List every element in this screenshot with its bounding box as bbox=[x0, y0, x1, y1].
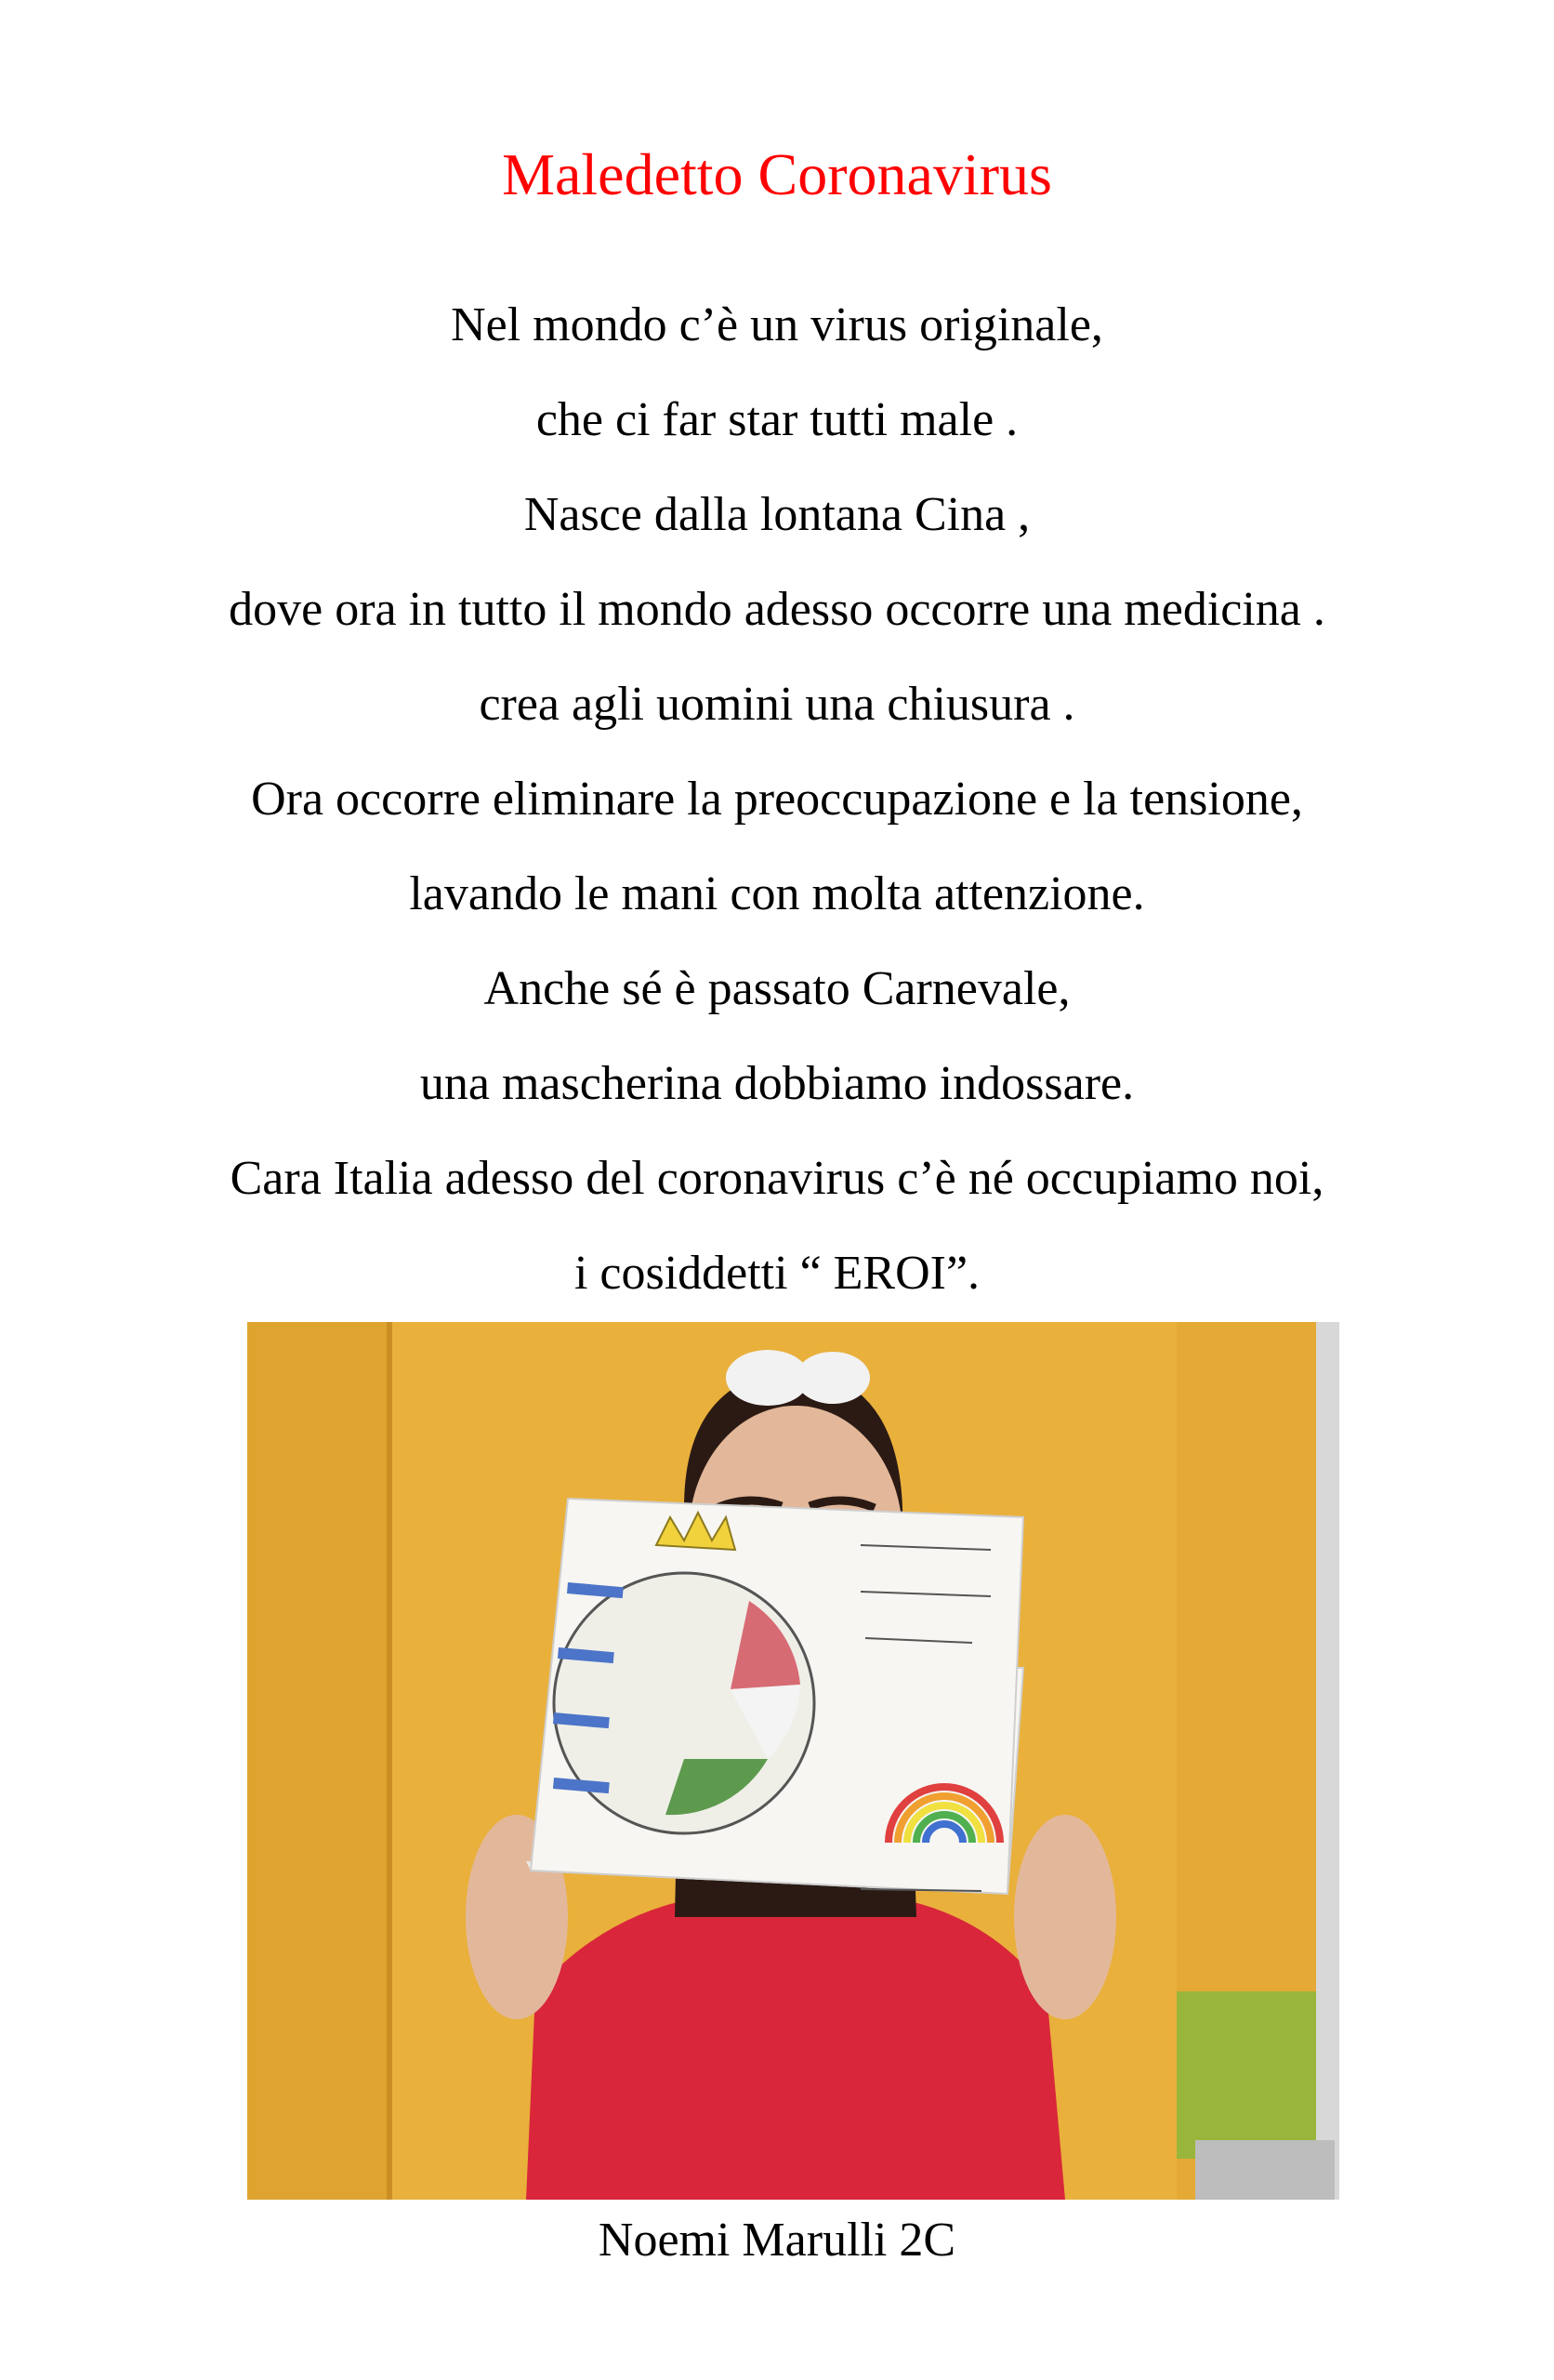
poem-body bbox=[0, 284, 1554, 1327]
poem-line: Nasce dalla lontana Cina , bbox=[523, 488, 1031, 541]
poem-line: una mascherina dobbiamo indossare. bbox=[419, 1057, 1135, 1110]
photo-girl-with-drawing bbox=[247, 1322, 1339, 2200]
photo-illustration bbox=[247, 1322, 1339, 2200]
poem-line: Nel mondo c’è un virus originale, bbox=[451, 298, 1103, 351]
poem-line: Anche sé è passato Carnevale, bbox=[483, 962, 1071, 1015]
poem-line: Ora occorre eliminare la preoccupazione e la tensione, bbox=[251, 773, 1303, 826]
poem-line: crea agli uomini una chiusura . bbox=[479, 678, 1075, 731]
red-shirt bbox=[526, 1898, 1065, 2200]
poem-line: Cara Italia adesso del coronavirus c’è né occupiamo noi, bbox=[230, 1152, 1324, 1205]
poem-line: che ci far star tutti male . bbox=[535, 393, 1019, 446]
poem-title: Maledetto Coronavirus bbox=[502, 141, 1052, 207]
poem-line: lavando le mani con molta attenzione. bbox=[409, 867, 1145, 920]
green-object bbox=[1177, 1991, 1316, 2159]
poem-line: dove ora in tutto il mondo adesso occorre una medicina . bbox=[229, 583, 1325, 636]
author-caption: Noemi Marulli 2C bbox=[598, 2214, 956, 2267]
poem-line: i cosiddetti “ EROI”. bbox=[573, 1247, 981, 1300]
hand-right bbox=[1014, 1815, 1116, 2019]
